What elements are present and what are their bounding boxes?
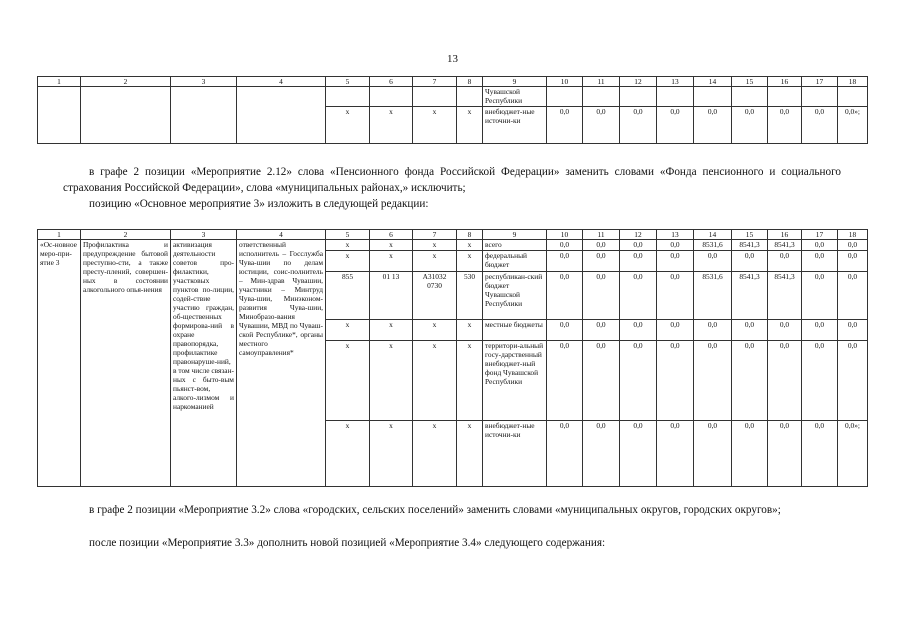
value-cell: 0,0 [694, 341, 732, 421]
value-cell: 0,0 [657, 240, 694, 251]
code-cell: x [326, 320, 370, 341]
column-header: 7 [413, 77, 457, 87]
value-cell: 0,0 [547, 107, 583, 144]
value-cell: 0,0 [768, 320, 802, 341]
value-cell: 8531,6 [694, 240, 732, 251]
code-cell: x [370, 341, 413, 421]
column-header: 12 [620, 77, 657, 87]
value-cell: 0,0 [732, 251, 768, 272]
value-cell: 0,0 [838, 341, 868, 421]
value-cell: 0,0 [802, 421, 838, 487]
value-cell: 0,0 [694, 107, 732, 144]
table-row [38, 87, 868, 107]
column-header: 9 [483, 230, 547, 240]
responsible-executors: ответственный исполнитель – Госслужба Чува-шии по делам юстиции, соис-полнитель – Мин-здрав Чувашии, участники – Минтруд Чува-шии, Минэконом-развития Чува-шии, Минобразо-вания Чувашии, МВД по Чуваш-ской Республике*, органы местного самоуправления* [237, 240, 326, 487]
code-cell: x [326, 341, 370, 421]
column-header: 14 [694, 230, 732, 240]
column-header: 5 [326, 77, 370, 87]
value-cell: 0,0 [768, 107, 802, 144]
column-header: 16 [768, 230, 802, 240]
column-header: 11 [583, 230, 620, 240]
table-header-row [38, 77, 868, 87]
value-cell: 0,0 [547, 240, 583, 251]
column-header: 6 [370, 77, 413, 87]
code-cell: x [457, 320, 483, 341]
funding-source: внебюджет-ные источни-ки [483, 421, 547, 487]
funding-source: местные бюджеты [483, 320, 547, 341]
value-cell: 8541,3 [732, 240, 768, 251]
column-header: 18 [838, 77, 868, 87]
value-cell: 0,0 [694, 251, 732, 272]
table-header-row [38, 230, 868, 240]
code-cell: x [370, 251, 413, 272]
value-cell: 0,0 [657, 251, 694, 272]
table-continuation [37, 76, 868, 144]
event-number: «Ос-новное меро-при-ятие 3 [38, 240, 81, 487]
value-cell: 0,0 [620, 421, 657, 487]
value-cell: 0,0 [620, 272, 657, 320]
value-cell: 0,0 [802, 107, 838, 144]
column-header: 1 [38, 230, 81, 240]
value-cell: 0,0 [768, 251, 802, 272]
column-header: 3 [171, 77, 237, 87]
column-header: 8 [457, 77, 483, 87]
code-cell: 855 [326, 272, 370, 320]
code-cell: А31032 0730 [413, 272, 457, 320]
value-cell: 0,0 [694, 320, 732, 341]
value-cell: 8531,6 [694, 272, 732, 320]
column-header: 7 [413, 230, 457, 240]
code-cell: x [413, 341, 457, 421]
column-header: 16 [768, 77, 802, 87]
code-cell: x [326, 251, 370, 272]
value-cell: 0,0 [838, 251, 868, 272]
value-cell: 0,0 [657, 421, 694, 487]
amendment-paragraph-2: позицию «Основное мероприятие 3» изложить в следующей редакции: [89, 198, 429, 210]
value-cell: 0,0 [802, 341, 838, 421]
column-header: 3 [171, 230, 237, 240]
code-cell: x [413, 240, 457, 251]
value-cell: 0,0 [620, 240, 657, 251]
code-cell: x [457, 341, 483, 421]
code-cell: x [457, 251, 483, 272]
funding-source: федеральный бюджет [483, 251, 547, 272]
code-cell: x [413, 421, 457, 487]
column-header: 4 [237, 77, 326, 87]
column-header: 10 [547, 77, 583, 87]
funding-source: республикан-ский бюджет Чувашской Республики [483, 272, 547, 320]
event-description: активизация деятельности советов про-филактики, участковых пунктов по-лиции, содей-ствие участию граждан, об-щественных формирова-ний в охране правопорядка, профилактике правонаруше-ний, в том числе связан-ных с быто-вым пьянст-вом, алкого-лизмом и наркоманией [171, 240, 237, 487]
value-cell: 0,0 [547, 421, 583, 487]
column-header: 5 [326, 230, 370, 240]
column-header: 11 [583, 77, 620, 87]
value-cell: 0,0 [583, 341, 620, 421]
column-header: 18 [838, 230, 868, 240]
column-header: 8 [457, 230, 483, 240]
value-cell: 0,0 [657, 341, 694, 421]
column-header: 15 [732, 230, 768, 240]
code-cell: x [413, 320, 457, 341]
column-header: 15 [732, 77, 768, 87]
code-cell: x [370, 240, 413, 251]
amendment-paragraph-1: в графе 2 позиции «Мероприятие 2.12» слова «Пенсионного фонда Российской Федерации» заменить словами «Фонда пенсионного и социального страхования Российской Федерации», слова «муниципальных районах,» исключить; [63, 166, 841, 194]
code-cell: x [457, 421, 483, 487]
value-cell: 0,0 [620, 107, 657, 144]
amendment-paragraph-4: после позиции «Мероприятие 3.3» дополнить новой позицией «Мероприятие 3.4» следующего содержания: [89, 537, 606, 549]
code-cell: x [326, 240, 370, 251]
value-cell: 0,0 [583, 272, 620, 320]
value-cell: 0,0 [732, 320, 768, 341]
column-header: 2 [81, 230, 171, 240]
value-cell: 8541,3 [768, 240, 802, 251]
column-header: 10 [547, 230, 583, 240]
column-header: 14 [694, 77, 732, 87]
value-cell: 0,0 [732, 421, 768, 487]
code-cell: x [413, 251, 457, 272]
table-row: x x x x внебюджет-ные источни-ки 0,0 0,0 0,0 0,0 0,0 0,0 0,0 0,0 0,0»; [38, 107, 868, 144]
value-cell: 8541,3 [732, 272, 768, 320]
event-name: Профилактика и предупреждение бытовой преступно-сти, а также престу-плений, совершен-ных в состоянии алкогольного опья-нения [81, 240, 171, 487]
code-cell: x [370, 320, 413, 341]
table-main-event-3 [37, 229, 868, 487]
value-cell: 0,0 [838, 272, 868, 320]
column-header: 6 [370, 230, 413, 240]
column-header: 1 [38, 77, 81, 87]
value-cell: 0,0»; [838, 107, 868, 144]
column-header: 12 [620, 230, 657, 240]
value-cell: 0,0»; [838, 421, 868, 487]
code-cell: 01 13 [370, 272, 413, 320]
value-cell: 0,0 [583, 107, 620, 144]
value-cell: 0,0 [620, 320, 657, 341]
value-cell: 0,0 [657, 320, 694, 341]
value-cell: 0,0 [620, 251, 657, 272]
table-row [38, 240, 868, 251]
value-cell: 0,0 [620, 341, 657, 421]
value-cell: 0,0 [768, 341, 802, 421]
value-cell: 0,0 [547, 272, 583, 320]
value-cell: 0,0 [583, 240, 620, 251]
value-cell: 0,0 [732, 341, 768, 421]
column-header: 9 [483, 77, 547, 87]
value-cell: 0,0 [802, 251, 838, 272]
code-cell: x [457, 240, 483, 251]
code-cell: 530 [457, 272, 483, 320]
funding-source: территори-альный госу-дарственный внебюджет-ный фонд Чувашской Республики [483, 341, 547, 421]
funding-source: Чувашской Республики [483, 87, 547, 107]
code-cell: x [326, 421, 370, 487]
funding-source: всего [483, 240, 547, 251]
value-cell: 8541,3 [768, 272, 802, 320]
value-cell: 0,0 [694, 421, 732, 487]
column-header: 17 [802, 230, 838, 240]
funding-source: внебюджет-ные источни-ки [483, 107, 547, 144]
value-cell: 0,0 [802, 320, 838, 341]
value-cell: 0,0 [583, 320, 620, 341]
code-cell: x [370, 421, 413, 487]
column-header: 2 [81, 77, 171, 87]
value-cell: 0,0 [547, 251, 583, 272]
value-cell: 0,0 [802, 240, 838, 251]
value-cell: 0,0 [657, 272, 694, 320]
value-cell: 0,0 [838, 320, 868, 341]
amendment-paragraph-3: в графе 2 позиции «Мероприятие 3.2» слова «городских, сельских поселений» заменить словами «муниципальных округов, городских округов»; [89, 504, 781, 516]
value-cell: 0,0 [768, 421, 802, 487]
value-cell: 0,0 [583, 421, 620, 487]
column-header: 4 [237, 230, 326, 240]
value-cell: 0,0 [547, 320, 583, 341]
column-header: 13 [657, 77, 694, 87]
value-cell: 0,0 [802, 272, 838, 320]
value-cell: 0,0 [547, 341, 583, 421]
column-header: 17 [802, 77, 838, 87]
page-number: 13 [447, 53, 458, 65]
value-cell: 0,0 [732, 107, 768, 144]
value-cell: 0,0 [838, 240, 868, 251]
column-header: 13 [657, 230, 694, 240]
value-cell: 0,0 [583, 251, 620, 272]
value-cell: 0,0 [657, 107, 694, 144]
